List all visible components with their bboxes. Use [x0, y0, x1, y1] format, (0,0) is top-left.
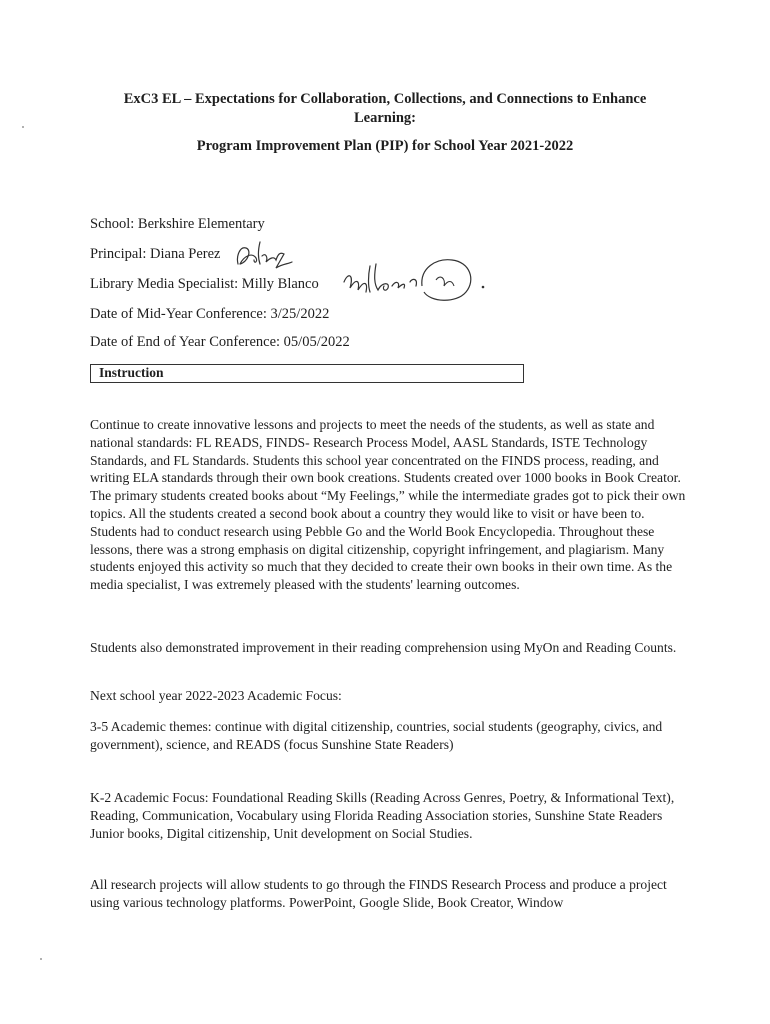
- paragraph-3-5-themes: 3-5 Academic themes: continue with digital citizenship, countries, social students (geography, civics, and government), science, and READS (focus Sunshine State Readers): [90, 719, 663, 752]
- end-year-conference-field: Date of End of Year Conference: 05/05/2022: [90, 334, 350, 350]
- section-title: Instruction: [99, 365, 164, 380]
- paragraph-instruction-summary: Continue to create innovative lessons and projects to meet the needs of the students, as well as state and national standards: FL READS, FINDS- Research Process Model, AASL Standards, ISTE Technology Standards, and FL Standards. Students this school year concentrated on the FINDS process, reading, and writing ELA standards through their own book creations. Students created over 1000 books in Book Creator. The primary students created books about “My Feelings,” while the intermediate grades got to pick their own topics. All the students created a second book about a country they would like to visit or have been to. Students had to conduct research using Pebble Go and the World Book Encyclopedia. Throughout these lessons, there was a strong emphasis on digital citizenship, copyright infringement, and plagiarism. Many students enjoyed this activity so much that they decided to create their own books in their own time. As the media specialist, I was extremely pleased with the students' learning outcomes.: [90, 417, 686, 593]
- instruction-section-header: [90, 364, 524, 383]
- school-field: School: Berkshire Elementary: [90, 216, 265, 232]
- document-subtitle: Program Improvement Plan (PIP) for School Year 2021-2022: [196, 138, 574, 154]
- mid-year-conference-field: Date of Mid-Year Conference: 3/25/2022: [90, 306, 330, 322]
- principal-signature: [232, 234, 298, 274]
- media-specialist-field: Library Media Specialist: Milly Blanco: [90, 276, 319, 292]
- scan-speck: [40, 958, 42, 960]
- paragraph-k-2-focus: K-2 Academic Focus: Foundational Reading Skills (Reading Across Genres, Poetry, & Informational Text), Reading, Communication, Vocabulary using Florida Reading Association stories, Sunshine State Readers Junior books, Digital citizenship, Unit development on Social Studies.: [90, 790, 675, 841]
- paragraph-reading-improvement: Students also demonstrated improvement in their reading comprehension using MyOn and Reading Counts.: [90, 640, 677, 655]
- media-specialist-signature: [340, 252, 488, 312]
- paragraph-next-year-heading: Next school year 2022-2023 Academic Focus:: [90, 688, 342, 703]
- scan-speck: [22, 126, 24, 128]
- paragraph-research-projects: All research projects will allow students to go through the FINDS Research Process and produce a project using various technology platforms. PowerPoint, Google Slide, Book Creator, Window: [90, 877, 667, 910]
- principal-field: Principal: Diana Perez: [90, 246, 221, 262]
- document-title: ExC3 EL – Expectations for Collaboration, Collections, and Connections to Enhance Learning:: [123, 91, 647, 126]
